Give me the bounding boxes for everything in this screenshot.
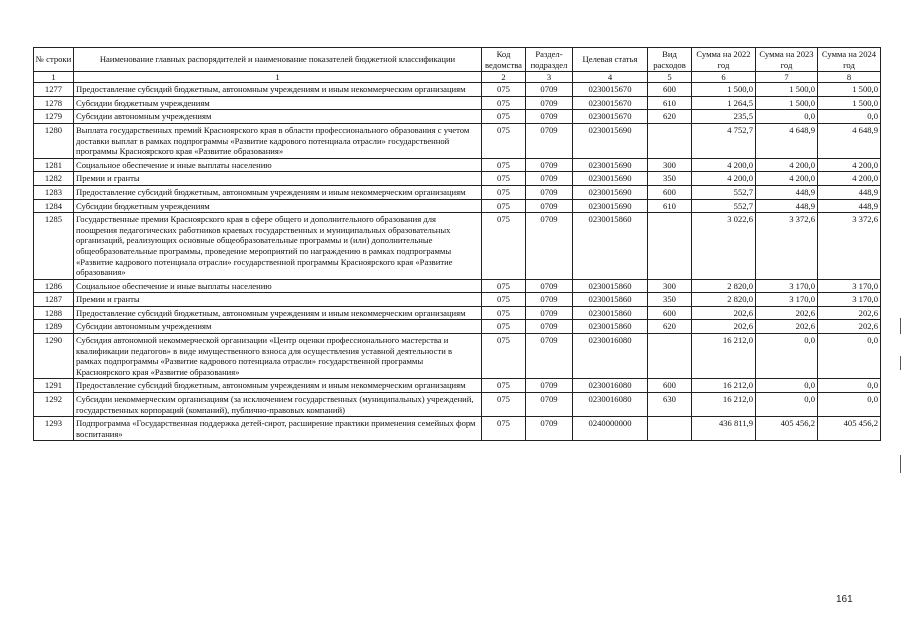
row-target-article: 0230015670 — [573, 96, 648, 110]
row-expense-type: 620 — [648, 320, 692, 334]
row-target-article: 0230015860 — [573, 293, 648, 307]
row-section: 0709 — [526, 293, 573, 307]
row-sum-2022: 2 820,0 — [692, 293, 756, 307]
row-sum-2024: 0,0 — [818, 110, 881, 124]
row-sum-2023: 4 200,0 — [756, 172, 818, 186]
row-name: Субсидии автономным учреждениям — [74, 110, 482, 124]
row-expense-type: 620 — [648, 110, 692, 124]
row-sum-2022: 202,6 — [692, 320, 756, 334]
row-expense-type: 600 — [648, 185, 692, 199]
table-row — [34, 83, 881, 97]
row-sum-2023: 3 372,6 — [756, 213, 818, 280]
row-department-code: 075 — [482, 185, 526, 199]
row-sum-2024: 0,0 — [818, 379, 881, 393]
row-sum-2023: 405 456,2 — [756, 417, 818, 441]
row-department-code: 075 — [482, 379, 526, 393]
row-department-code: 075 — [482, 158, 526, 172]
row-sum-2023: 0,0 — [756, 334, 818, 379]
row-sum-2024: 448,9 — [818, 199, 881, 213]
margin-mark — [900, 356, 901, 370]
row-sum-2024: 1 500,0 — [818, 96, 881, 110]
row-number: 1291 — [34, 379, 74, 393]
row-sum-2024: 4 648,9 — [818, 123, 881, 158]
table-row — [34, 110, 881, 124]
row-sum-2022: 1 500,0 — [692, 83, 756, 97]
row-name: Предоставление субсидий бюджетным, автономным учреждениям и иным некоммерческим организациям — [74, 83, 482, 97]
row-sum-2024: 0,0 — [818, 334, 881, 379]
table-row — [34, 199, 881, 213]
row-number: 1281 — [34, 158, 74, 172]
row-number: 1293 — [34, 417, 74, 441]
row-sum-2022: 16 212,0 — [692, 379, 756, 393]
row-sum-2022: 436 811,9 — [692, 417, 756, 441]
row-expense-type — [648, 334, 692, 379]
table-row — [34, 379, 881, 393]
row-department-code: 075 — [482, 172, 526, 186]
header-expense-type: Вид расходов — [648, 48, 692, 72]
row-expense-type — [648, 213, 692, 280]
row-target-article: 0230015860 — [573, 279, 648, 293]
row-sum-2022: 4 200,0 — [692, 158, 756, 172]
column-number: 7 — [756, 72, 818, 83]
table-row — [34, 334, 881, 379]
row-number: 1290 — [34, 334, 74, 379]
row-target-article: 0230015670 — [573, 83, 648, 97]
row-target-article: 0240000000 — [573, 417, 648, 441]
row-section: 0709 — [526, 158, 573, 172]
row-name: Предоставление субсидий бюджетным, автономным учреждениям и иным некоммерческим организациям — [74, 185, 482, 199]
row-section: 0709 — [526, 172, 573, 186]
row-name: Подпрограмма «Государственная поддержка детей-сирот, расширение практики применения семейных форм воспитания» — [74, 417, 482, 441]
row-number: 1277 — [34, 83, 74, 97]
row-sum-2023: 448,9 — [756, 199, 818, 213]
row-number: 1283 — [34, 185, 74, 199]
row-sum-2022: 3 022,6 — [692, 213, 756, 280]
column-number: 4 — [573, 72, 648, 83]
row-department-code: 075 — [482, 83, 526, 97]
row-sum-2024: 202,6 — [818, 320, 881, 334]
row-sum-2022: 235,5 — [692, 110, 756, 124]
row-target-article: 0230015690 — [573, 123, 648, 158]
row-expense-type — [648, 123, 692, 158]
row-department-code: 075 — [482, 306, 526, 320]
row-expense-type: 600 — [648, 306, 692, 320]
row-expense-type: 610 — [648, 199, 692, 213]
row-section: 0709 — [526, 417, 573, 441]
row-number: 1285 — [34, 213, 74, 280]
row-target-article: 0230015690 — [573, 185, 648, 199]
row-number: 1282 — [34, 172, 74, 186]
row-sum-2023: 4 200,0 — [756, 158, 818, 172]
row-sum-2022: 4 752,7 — [692, 123, 756, 158]
row-expense-type: 600 — [648, 83, 692, 97]
row-target-article: 0230015860 — [573, 213, 648, 280]
budget-table — [33, 47, 881, 441]
row-name: Премии и гранты — [74, 293, 482, 307]
row-department-code: 075 — [482, 199, 526, 213]
row-expense-type: 350 — [648, 172, 692, 186]
row-department-code: 075 — [482, 279, 526, 293]
row-department-code: 075 — [482, 110, 526, 124]
row-sum-2023: 202,6 — [756, 306, 818, 320]
column-number-row — [34, 72, 881, 83]
row-number: 1292 — [34, 393, 74, 417]
row-sum-2024: 3 170,0 — [818, 293, 881, 307]
row-sum-2023: 1 500,0 — [756, 83, 818, 97]
row-sum-2024: 202,6 — [818, 306, 881, 320]
row-name: Субсидии автономным учреждениям — [74, 320, 482, 334]
row-sum-2022: 2 820,0 — [692, 279, 756, 293]
row-name: Социальное обеспечение и иные выплаты населению — [74, 279, 482, 293]
table-row — [34, 158, 881, 172]
row-target-article: 0230016080 — [573, 334, 648, 379]
row-name: Субсидии бюджетным учреждениям — [74, 199, 482, 213]
row-number: 1288 — [34, 306, 74, 320]
row-department-code: 075 — [482, 123, 526, 158]
row-department-code: 075 — [482, 320, 526, 334]
header-sum-2022: Сумма на 2022 год — [692, 48, 756, 72]
header-sum-2024: Сумма на 2024 год — [818, 48, 881, 72]
row-sum-2023: 4 648,9 — [756, 123, 818, 158]
table-header-row — [34, 48, 881, 72]
row-number: 1279 — [34, 110, 74, 124]
row-department-code: 075 — [482, 393, 526, 417]
row-sum-2022: 202,6 — [692, 306, 756, 320]
column-number: 1 — [74, 72, 482, 83]
table-row — [34, 293, 881, 307]
row-sum-2024: 0,0 — [818, 393, 881, 417]
row-target-article: 0230015690 — [573, 158, 648, 172]
header-department-code: Код ведомства — [482, 48, 526, 72]
row-sum-2024: 1 500,0 — [818, 83, 881, 97]
header-target-article: Целевая статья — [573, 48, 648, 72]
row-name: Социальное обеспечение и иные выплаты населению — [74, 158, 482, 172]
row-expense-type: 300 — [648, 158, 692, 172]
row-department-code: 075 — [482, 417, 526, 441]
row-sum-2022: 4 200,0 — [692, 172, 756, 186]
table-body — [34, 83, 881, 441]
header-row-number: № строки — [34, 48, 74, 72]
row-target-article: 0230016080 — [573, 379, 648, 393]
row-expense-type: 610 — [648, 96, 692, 110]
row-sum-2024: 3 372,6 — [818, 213, 881, 280]
row-name: Премии и гранты — [74, 172, 482, 186]
row-department-code: 075 — [482, 96, 526, 110]
row-sum-2022: 1 264,5 — [692, 96, 756, 110]
row-sum-2023: 448,9 — [756, 185, 818, 199]
row-target-article: 0230015690 — [573, 172, 648, 186]
row-target-article: 0230015860 — [573, 306, 648, 320]
row-expense-type — [648, 417, 692, 441]
row-sum-2022: 16 212,0 — [692, 393, 756, 417]
table-row — [34, 96, 881, 110]
row-number: 1280 — [34, 123, 74, 158]
margin-mark — [900, 318, 901, 334]
row-department-code: 075 — [482, 213, 526, 280]
row-number: 1289 — [34, 320, 74, 334]
table-row — [34, 172, 881, 186]
header-name: Наименование главных распорядителей и наименование показателей бюджетной классификации — [74, 48, 482, 72]
row-sum-2023: 202,6 — [756, 320, 818, 334]
row-number: 1278 — [34, 96, 74, 110]
column-number: 3 — [526, 72, 573, 83]
header-section: Раздел-подраздел — [526, 48, 573, 72]
row-expense-type: 300 — [648, 279, 692, 293]
table-row — [34, 185, 881, 199]
row-section: 0709 — [526, 96, 573, 110]
column-number: 6 — [692, 72, 756, 83]
row-section: 0709 — [526, 213, 573, 280]
row-name: Предоставление субсидий бюджетным, автономным учреждениям и иным некоммерческим организациям — [74, 379, 482, 393]
row-name: Субсидии некоммерческим организациям (за исключением государственных (муниципальных) учреждений, государственных корпораций (компаний), публично-правовых компаний) — [74, 393, 482, 417]
row-sum-2023: 3 170,0 — [756, 293, 818, 307]
row-section: 0709 — [526, 379, 573, 393]
row-section: 0709 — [526, 393, 573, 417]
row-sum-2024: 3 170,0 — [818, 279, 881, 293]
row-name: Предоставление субсидий бюджетным, автономным учреждениям и иным некоммерческим организациям — [74, 306, 482, 320]
row-sum-2023: 1 500,0 — [756, 96, 818, 110]
table-row — [34, 279, 881, 293]
row-section: 0709 — [526, 320, 573, 334]
page-number: 161 — [836, 594, 853, 605]
row-section: 0709 — [526, 306, 573, 320]
row-department-code: 075 — [482, 334, 526, 379]
table-row — [34, 417, 881, 441]
row-target-article: 0230015670 — [573, 110, 648, 124]
row-section: 0709 — [526, 110, 573, 124]
row-sum-2023: 0,0 — [756, 393, 818, 417]
row-sum-2024: 448,9 — [818, 185, 881, 199]
row-sum-2022: 552,7 — [692, 185, 756, 199]
column-number: 5 — [648, 72, 692, 83]
row-department-code: 075 — [482, 293, 526, 307]
row-sum-2022: 552,7 — [692, 199, 756, 213]
row-section: 0709 — [526, 199, 573, 213]
row-name: Государственные премии Красноярского края в сфере общего и дополнительного образования для поощрения педагогических работников краевых государственных и муниципальных образовательных организаций, реализующих основные общеобразовательные программы и (или) дополнительные общеобразовательные программы, проведение мероприятий по награждению в рамках подпрограммы «Развитие кадрового потенциала отрасли» государственной программы Красноярского края «Развитие образования» — [74, 213, 482, 280]
row-section: 0709 — [526, 83, 573, 97]
row-expense-type: 600 — [648, 379, 692, 393]
row-section: 0709 — [526, 279, 573, 293]
row-target-article: 0230015860 — [573, 320, 648, 334]
row-sum-2024: 4 200,0 — [818, 158, 881, 172]
row-name: Субсидия автономной некоммерческой организации «Центр оценки профессионального мастерства и квалификации педагогов» в виде имущественного взноса для осуществления уставной деятельности в рамках подпрограммы «Развитие кадрового потенциала отрасли» государственной программы Красноярского края «Развитие образования» — [74, 334, 482, 379]
column-number: 1 — [34, 72, 74, 83]
row-target-article: 0230015690 — [573, 199, 648, 213]
row-expense-type: 350 — [648, 293, 692, 307]
row-name: Выплата государственных премий Красноярского края в области профессионального образования с учетом доставки выплат в рамках подпрограммы «Развитие кадрового потенциала отрасли» государственной программы Красноярского края «Развитие образования» — [74, 123, 482, 158]
row-sum-2024: 4 200,0 — [818, 172, 881, 186]
row-expense-type: 630 — [648, 393, 692, 417]
row-sum-2022: 16 212,0 — [692, 334, 756, 379]
row-sum-2024: 405 456,2 — [818, 417, 881, 441]
row-sum-2023: 0,0 — [756, 110, 818, 124]
row-target-article: 0230016080 — [573, 393, 648, 417]
row-sum-2023: 3 170,0 — [756, 279, 818, 293]
margin-mark — [900, 455, 901, 473]
table-row — [34, 213, 881, 280]
column-number: 2 — [482, 72, 526, 83]
table-row — [34, 393, 881, 417]
header-sum-2023: Сумма на 2023 год — [756, 48, 818, 72]
table-row — [34, 320, 881, 334]
row-sum-2023: 0,0 — [756, 379, 818, 393]
column-number: 8 — [818, 72, 881, 83]
table-row — [34, 306, 881, 320]
table-row — [34, 123, 881, 158]
row-name: Субсидии бюджетным учреждениям — [74, 96, 482, 110]
row-section: 0709 — [526, 185, 573, 199]
row-number: 1284 — [34, 199, 74, 213]
row-number: 1287 — [34, 293, 74, 307]
row-section: 0709 — [526, 334, 573, 379]
row-section: 0709 — [526, 123, 573, 158]
row-number: 1286 — [34, 279, 74, 293]
